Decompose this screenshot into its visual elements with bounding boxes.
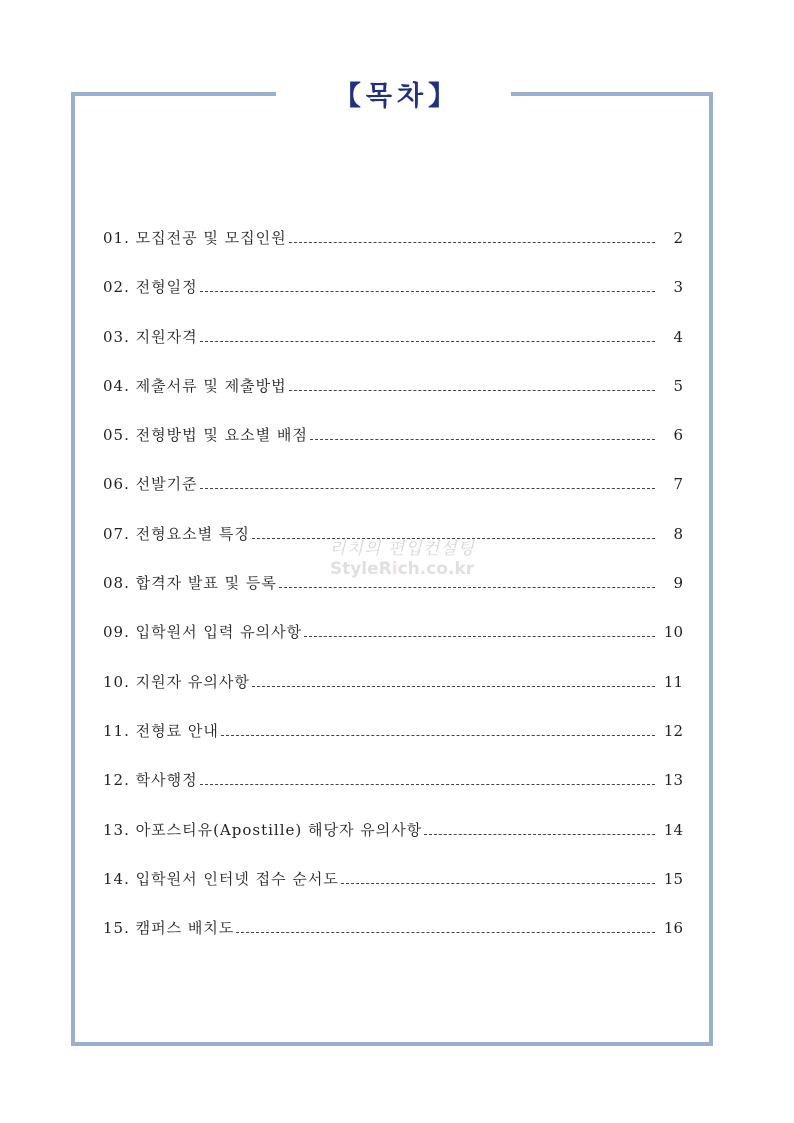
toc-entry-page-number: 13 <box>663 771 683 790</box>
toc-leader-dots <box>289 372 655 391</box>
toc-leader-dots <box>200 470 655 489</box>
toc-entry[interactable] <box>103 668 683 717</box>
toc-entry[interactable] <box>103 224 683 273</box>
watermark-part-b: i <box>391 559 398 579</box>
toc-entry-page-number: 2 <box>673 229 683 247</box>
toc-entry-page-number: 7 <box>673 475 683 494</box>
toc-entry-label: 06. 선발기준 <box>103 475 198 494</box>
toc-entry[interactable] <box>103 470 683 519</box>
toc-leader-dots <box>236 914 655 933</box>
toc-leader-dots <box>304 618 655 637</box>
watermark-line-2 <box>322 559 482 579</box>
toc-entry-page-number: 8 <box>673 524 683 543</box>
toc-leader-dots <box>289 224 655 243</box>
toc-entry[interactable] <box>103 372 683 421</box>
toc-entry[interactable] <box>103 816 683 865</box>
toc-entry-page-number: 10 <box>663 623 683 642</box>
toc-entry-label: 03. 지원자격 <box>103 327 198 346</box>
toc-entry-label: 12. 학사행정 <box>103 771 198 790</box>
toc-entry[interactable] <box>103 914 683 963</box>
toc-leader-dots <box>200 766 655 785</box>
toc-entry-label: 07. 전형요소별 특징 <box>103 524 250 543</box>
toc-leader-dots <box>221 717 655 736</box>
toc-entry[interactable] <box>103 273 683 322</box>
toc-leader-dots <box>200 273 655 292</box>
toc-entry-label: 10. 지원자 유의사항 <box>103 672 250 691</box>
toc-entry[interactable] <box>103 717 683 766</box>
toc-entry[interactable] <box>103 865 683 914</box>
toc-entry-label: 13. 아포스티유(Apostille) 해당자 유의사항 <box>103 820 423 839</box>
frame-left-border <box>71 92 75 1046</box>
toc-entry-page-number: 9 <box>673 574 683 593</box>
toc-entry-label: 11. 전형료 안내 <box>103 721 219 740</box>
toc-entry-label: 05. 전형방법 및 요소별 배점 <box>103 426 308 445</box>
toc-entry-page-number: 12 <box>663 721 683 740</box>
toc-entry-page-number: 11 <box>663 672 683 691</box>
toc-entry-page-number: 15 <box>663 869 683 888</box>
toc-entry[interactable] <box>103 766 683 815</box>
toc-entry-page-number: 4 <box>673 327 683 346</box>
toc-entry[interactable] <box>103 421 683 470</box>
toc-entry-label: 01. 모집전공 및 모집인원 <box>103 229 287 247</box>
toc-entry-label: 08. 합격자 발표 및 등록 <box>103 574 277 593</box>
watermark-part-c: ch.co.kr <box>397 559 475 579</box>
watermark <box>322 534 482 579</box>
toc-entry-page-number: 14 <box>663 820 683 839</box>
toc-entry-page-number: 3 <box>673 278 683 297</box>
toc-entry-label: 04. 제출서류 및 제출방법 <box>103 376 287 395</box>
toc-leader-dots <box>252 668 655 687</box>
toc-entry-label: 09. 입학원서 입력 유의사항 <box>103 623 303 642</box>
toc-entry-label: 14. 입학원서 인터넷 접수 순서도 <box>103 869 339 888</box>
toc-leader-dots <box>424 816 655 835</box>
frame-bottom-border <box>71 1042 713 1046</box>
toc-leader-dots <box>200 323 655 342</box>
toc-entry-label: 02. 전형일정 <box>103 278 198 297</box>
toc-entry[interactable] <box>103 618 683 667</box>
table-of-contents <box>103 224 683 963</box>
toc-entry-page-number: 5 <box>673 376 683 395</box>
toc-leader-dots <box>341 865 655 884</box>
watermark-part-a: StyleR <box>329 559 392 579</box>
page-title: 【목차】 <box>333 81 461 112</box>
toc-leader-dots <box>310 421 655 440</box>
toc-entry-page-number: 6 <box>673 426 683 445</box>
watermark-line-1: 리치의 편입컨설팅 <box>329 539 475 559</box>
toc-entry[interactable] <box>103 323 683 372</box>
frame-right-border <box>709 92 713 1046</box>
toc-entry-page-number: 16 <box>663 919 683 938</box>
toc-entry-label: 15. 캠퍼스 배치도 <box>103 919 235 938</box>
